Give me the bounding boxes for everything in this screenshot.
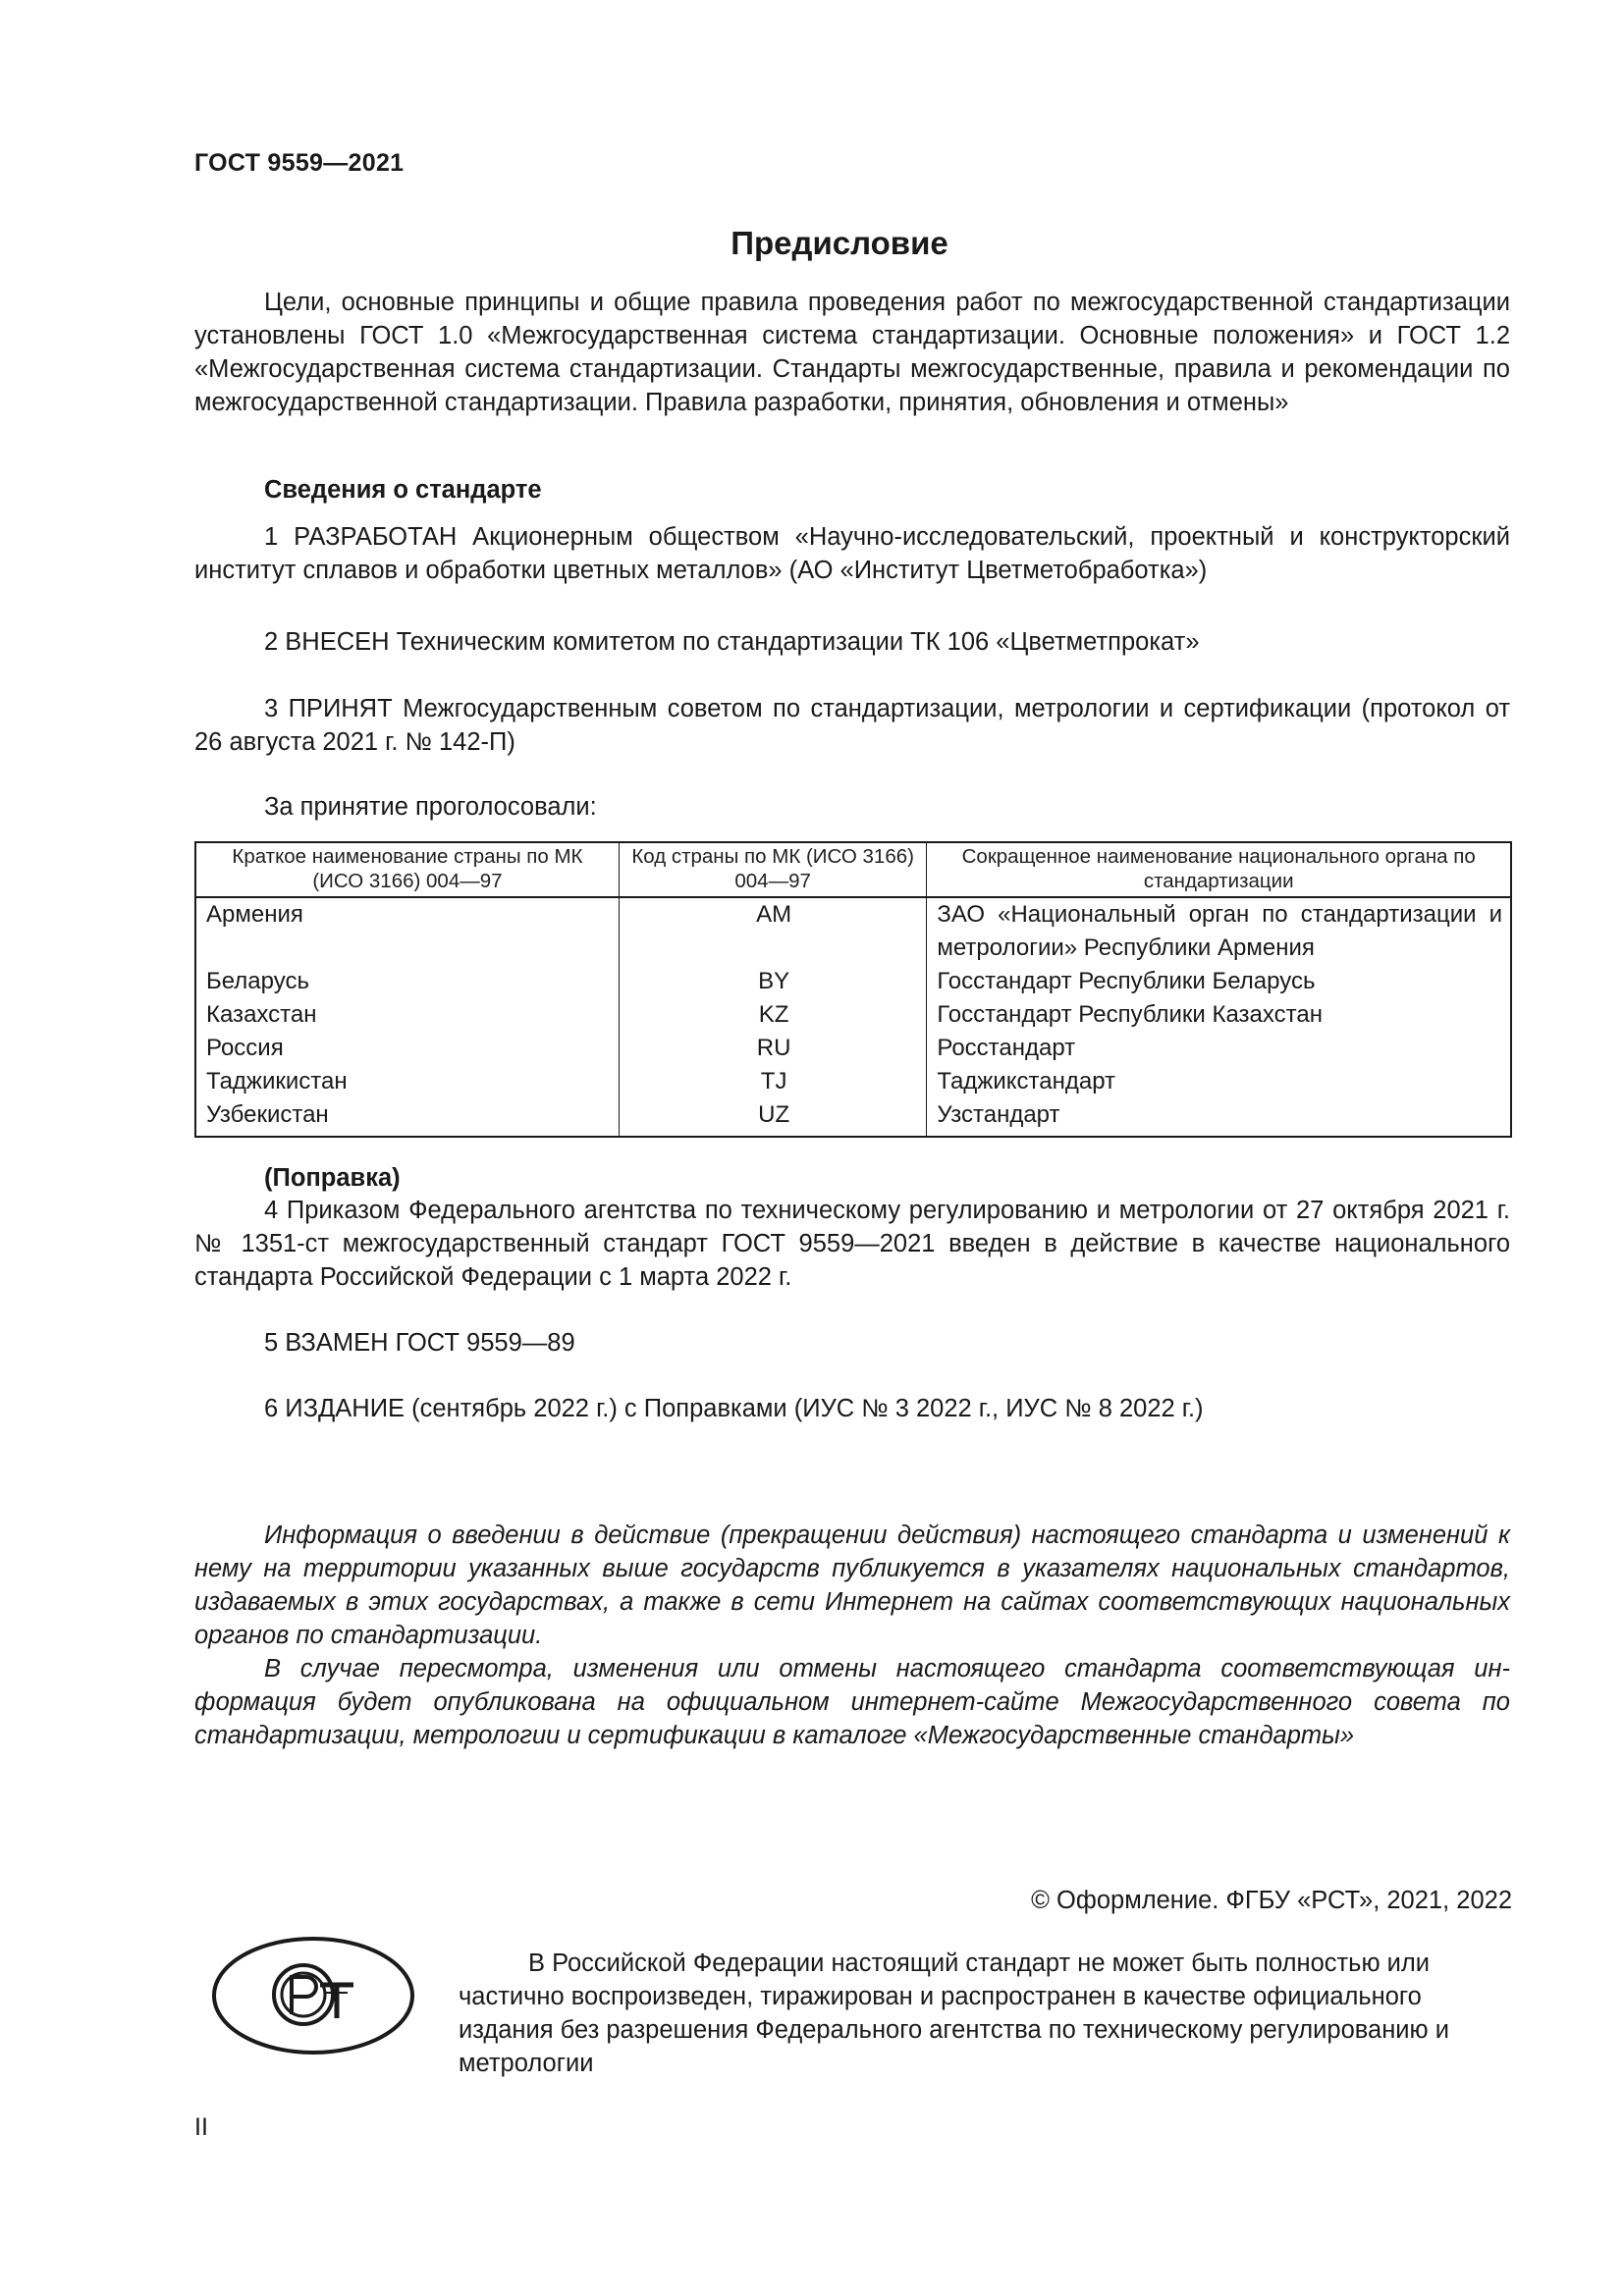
table-row	[195, 1098, 1511, 1137]
code-cell: AM	[619, 897, 926, 965]
code-cell: UZ	[619, 1098, 926, 1137]
body-cell: ЗАО «Национальный орган по стандартизации и метрологии» Республики Армения	[927, 897, 1511, 965]
country-cell: Россия	[195, 1032, 619, 1065]
header-country-code: Код страны по МК (ИСО 3166) 004—97	[619, 842, 926, 897]
country-cell: Казахстан	[195, 998, 619, 1032]
info-paragraph-enactment: Информация о введении в действие (прекращении действия) настоящего стандарта и изменений к нему на территории указанных выше государств публикуется в указателях национальных стандартов, издаваемых в этих государствах, а также в сети Интернет на сайтах соответствующих национальных органов по стандартизации.	[194, 1522, 1510, 1649]
table-row	[195, 998, 1511, 1032]
header-country-name: Краткое наименование страны по МК (ИСО 3166) 004—97	[195, 842, 619, 897]
item-enacted: 4 Приказом Федерального агентства по техническому регулированию и метрологии от 27 октября 2021 г. № 1351-ст межгосударственный стандарт ГОСТ 9559—2021 введен в действие в качестве национального стандарта Российской Федерации с 1 марта 2022 г.	[194, 1197, 1510, 1291]
page-title: Предисловие	[731, 225, 948, 261]
table-row	[195, 1065, 1511, 1098]
table-row	[195, 1032, 1511, 1065]
body-cell: Госстандарт Республики Беларусь	[927, 965, 1511, 998]
header-national-body: Сокращенное наименование национального органа по стандартизации	[927, 842, 1511, 897]
country-cell: Таджикистан	[195, 1065, 619, 1098]
country-cell: Узбекистан	[195, 1098, 619, 1137]
table-row	[195, 965, 1511, 998]
code-cell: BY	[619, 965, 926, 998]
item-adopted: 3 ПРИНЯТ Межгосударственным советом по стандартизации, метрологии и сертификации (протокол от 26 августа 2021 г. № 142-П)	[194, 695, 1510, 756]
table-row	[195, 897, 1511, 965]
amendment-label: (Поправка)	[264, 1164, 401, 1192]
item-developed: 1 РАЗРАБОТАН Акционерным обществом «Научно-исследовательский, проектный и конструкторский институт сплавов и обработки цветных металлов» (АО «Институт Цветметобработка»)	[194, 523, 1510, 584]
body-cell: Госстандарт Республики Казахстан	[927, 998, 1511, 1032]
intro-paragraph: Цели, основные принципы и общие правила проведения работ по межгосударственной стандартизации установлены ГОСТ 1.0 «Межгосударственная система стандартизации. Основные положения» и ГОСТ 1.2 «Межгосударственная система стандартизации. Стандарты межгосударственные, правила и рекомендации по межгосударственной стандартизации. Правила разработки, принятия, обновления и отмены»	[194, 289, 1510, 416]
vote-intro: За принятие проголосовали:	[264, 793, 597, 821]
item-replaces: 5 ВЗАМЕН ГОСТ 9559—89	[264, 1329, 575, 1357]
copyright-notice: © Оформление. ФГБУ «РСТ», 2021, 2022	[1031, 1887, 1512, 1914]
item-submitted: 2 ВНЕСЕН Техническим комитетом по стандартизации ТК 106 «Цветметпрокат»	[264, 628, 1200, 656]
code-cell: KZ	[619, 998, 926, 1032]
reproduction-rights-notice: В Российской Федерации настоящий стандарт не может быть полностью или частично воспроизведен, тиражирован и распространен в качестве официального издания без разрешения Федерального агентства по техническому регулированию и метрологии	[459, 1949, 1449, 2077]
code-cell: TJ	[619, 1065, 926, 1098]
info-paragraph-revision: В случае пересмотра, изменения или отмены настоящего стандарта соответствующая информация будет опубликована на официальном интернет-сайте Межгосударственного совета по стандартизации, метрологии и сертификации в каталоге «Межгосударственные стандарты»	[194, 1655, 1510, 1749]
table-header-row	[195, 842, 1511, 897]
item-edition: 6 ИЗДАНИЕ (сентябрь 2022 г.) с Поправками (ИУС № 3 2022 г., ИУС № 8 2022 г.)	[264, 1395, 1204, 1422]
body-cell: Росстандарт	[927, 1032, 1511, 1065]
standard-info-heading: Сведения о стандарте	[264, 476, 542, 504]
country-cell: Армения	[195, 897, 619, 965]
body-cell: Узстандарт	[927, 1098, 1511, 1137]
document-code: ГОСТ 9559—2021	[194, 149, 405, 177]
voting-table	[194, 841, 1512, 1138]
page-number: II	[194, 2113, 208, 2141]
body-cell: Таджикстандарт	[927, 1065, 1511, 1098]
country-cell: Беларусь	[195, 965, 619, 998]
pct-certification-logo-icon	[210, 1934, 416, 2057]
code-cell: RU	[619, 1032, 926, 1065]
